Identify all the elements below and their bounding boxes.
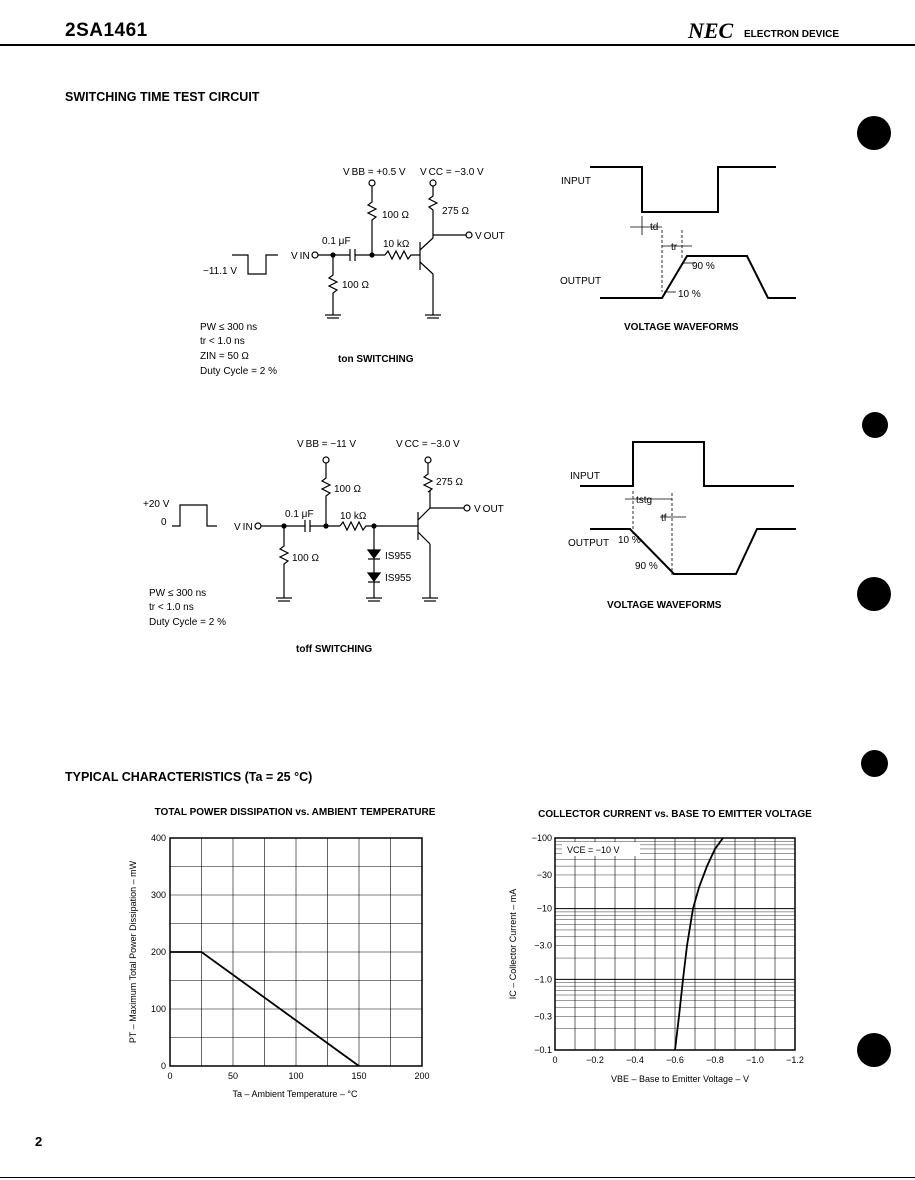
toff-spec-1: PW ≤ 300 ns — [149, 588, 207, 599]
ton-pulse-level: −11.1 V — [203, 266, 238, 277]
chart1-xlabel: Ta – Ambient Temperature – °C — [232, 1089, 358, 1099]
chart1-x-tick: 0 — [167, 1071, 173, 1081]
punch-hole — [857, 1033, 891, 1067]
ton-r-in-label: 100 Ω — [342, 280, 369, 291]
chart2-x-tick: 0 — [552, 1055, 558, 1065]
toff-spec-2: tr < 1.0 ns — [149, 602, 194, 613]
toff-r-top-label: 100 Ω — [334, 484, 361, 495]
toff-pulse-low: 0 — [161, 517, 167, 528]
ton-vcc-label: V CC = −3.0 V — [420, 167, 484, 178]
chart2-x-tick: −0.4 — [626, 1055, 644, 1065]
toff-tstg-label: tstg — [636, 495, 653, 506]
ton-tr-label: tr — [671, 242, 678, 253]
toff-tf-label: tf — [661, 513, 667, 524]
toff-diode2-label: IS955 — [385, 573, 412, 584]
ton-p10-label: 10 % — [678, 289, 701, 300]
toff-p90-label: 90 % — [635, 561, 658, 572]
chart-collector-current — [500, 800, 830, 1090]
toff-r-base-label: 10 kΩ — [340, 511, 367, 522]
ton-r-coll-label: 275 Ω — [442, 206, 469, 217]
chart2-x-tick: −1.2 — [786, 1055, 804, 1065]
ton-r-top-label: 100 Ω — [382, 210, 409, 221]
chart1-x-tick: 50 — [227, 1071, 239, 1081]
chart2-y-tick: −0.3 — [534, 1011, 552, 1022]
punch-hole — [857, 116, 891, 150]
ton-r-base-label: 10 kΩ — [383, 239, 410, 250]
chart1-y-tick: 100 — [150, 1004, 166, 1014]
ton-spec-2: tr < 1.0 ns — [200, 336, 245, 347]
chart1-x-tick: 200 — [414, 1071, 430, 1081]
ton-circuit — [0, 150, 520, 380]
chart2-y-tick: −1.0 — [534, 974, 552, 985]
chart-power-dissipation — [110, 800, 440, 1100]
chart1-y-tick: 200 — [150, 947, 166, 957]
ton-td-label: td — [650, 222, 659, 233]
toff-vcc-label: V CC = −3.0 V — [396, 439, 460, 450]
chart1-x-tick: 150 — [351, 1071, 367, 1081]
chart1-ylabel: PT – Maximum Total Power Dissipation – mW — [128, 860, 138, 1044]
chart1-y-tick: 0 — [160, 1061, 166, 1071]
brand-logo: NEC — [688, 18, 734, 43]
chart2-series-line — [675, 838, 723, 1050]
toff-caption: toff SWITCHING — [296, 644, 373, 655]
chart2-x-tick: −0.6 — [666, 1055, 684, 1065]
chart2-y-tick: −30 — [536, 869, 552, 880]
toff-pulse-high: +20 V — [143, 499, 170, 510]
chart1-title: TOTAL POWER DISSIPATION vs. AMBIENT TEMPERATURE — [154, 807, 436, 818]
toff-circuit — [0, 430, 520, 660]
chart1-x-tick: 100 — [288, 1071, 304, 1081]
ton-spec-4: Duty Cycle = 2 % — [200, 366, 277, 377]
toff-p10-label: 10 % — [618, 535, 641, 546]
punch-hole — [862, 412, 888, 438]
toff-wave-caption: VOLTAGE WAVEFORMS — [607, 600, 722, 611]
toff-waveforms — [550, 435, 810, 615]
punch-hole — [861, 750, 888, 777]
toff-vout-label: V OUT — [474, 504, 504, 515]
brand-subtitle: ELECTRON DEVICE — [744, 29, 840, 40]
toff-r-coll-label: 275 Ω — [436, 477, 463, 488]
ton-waveforms — [550, 160, 810, 340]
toff-cap-label: 0.1 μF — [285, 509, 314, 520]
ton-spec-1: PW ≤ 300 ns — [200, 322, 258, 333]
toff-output-label: OUTPUT — [568, 538, 610, 549]
toff-vin-label: V IN — [234, 522, 253, 533]
ton-vout-label: V OUT — [475, 231, 505, 242]
ton-vin-label: V IN — [291, 251, 310, 262]
chart2-y-tick: −0.1 — [534, 1045, 552, 1055]
page-number: 2 — [35, 1134, 43, 1149]
ton-wave-caption: VOLTAGE WAVEFORMS — [624, 322, 739, 333]
chart2-annotation: VCE = −10 V — [567, 845, 620, 855]
ton-input-label: INPUT — [561, 176, 591, 187]
ton-caption: ton SWITCHING — [338, 354, 414, 365]
ton-p90-label: 90 % — [692, 261, 715, 272]
ton-cap-label: 0.1 μF — [322, 236, 351, 247]
chart2-y-tick: −100 — [531, 833, 552, 843]
ton-vbb-label: V BB = +0.5 V — [343, 167, 406, 178]
punch-hole — [857, 577, 891, 611]
header-rule — [0, 44, 915, 46]
chart2-y-tick: −3.0 — [534, 940, 552, 951]
ton-output-label: OUTPUT — [560, 276, 602, 287]
part-number: 2SA1461 — [65, 20, 148, 41]
chart2-x-tick: −1.0 — [746, 1055, 764, 1065]
chart2-x-tick: −0.8 — [706, 1055, 724, 1065]
section-title-characteristics: TYPICAL CHARACTERISTICS (Ta = 25 °C) — [65, 770, 313, 784]
chart2-y-tick: −10 — [536, 903, 552, 914]
chart2-x-tick: −0.2 — [586, 1055, 604, 1065]
toff-input-label: INPUT — [570, 471, 600, 482]
chart2-xlabel: VBE – Base to Emitter Voltage – V — [610, 1074, 750, 1084]
chart2-title: COLLECTOR CURRENT vs. BASE TO EMITTER VOLTAGE — [538, 809, 812, 820]
section-title-switching: SWITCHING TIME TEST CIRCUIT — [65, 90, 260, 104]
toff-diode1-label: IS955 — [385, 551, 412, 562]
ton-spec-3: ZIN = 50 Ω — [200, 351, 249, 362]
toff-vbb-label: V BB = −11 V — [297, 439, 357, 450]
chart1-y-tick: 400 — [150, 833, 166, 843]
toff-r-in-label: 100 Ω — [292, 553, 319, 564]
chart2-ylabel: IC – Collector Current – mA — [508, 888, 518, 1000]
footer-rule — [0, 1177, 915, 1178]
chart1-y-tick: 300 — [150, 890, 166, 900]
toff-spec-3: Duty Cycle = 2 % — [149, 617, 226, 628]
